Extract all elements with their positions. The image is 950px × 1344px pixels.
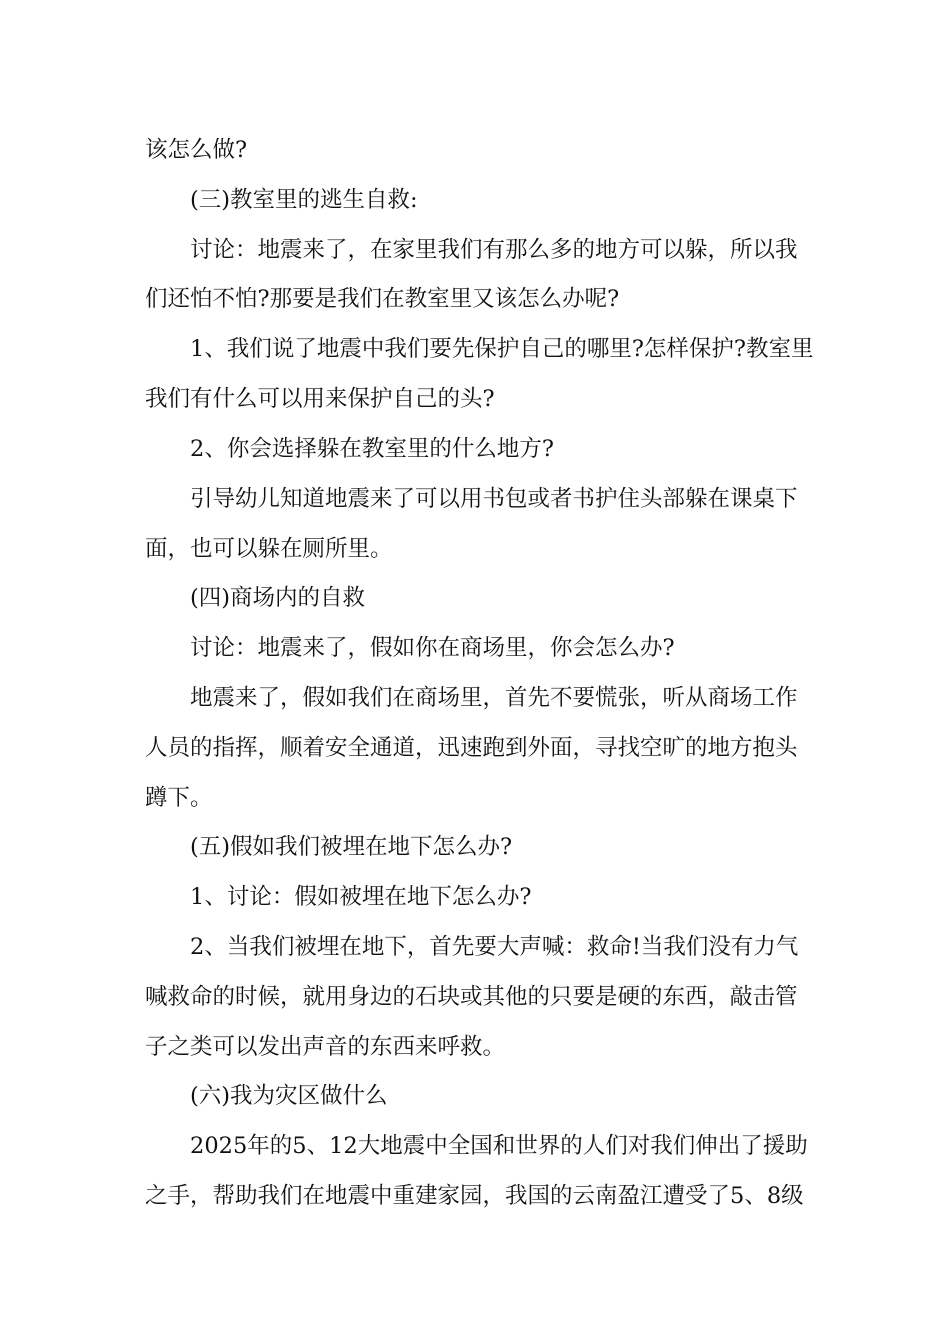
section-heading: (六)我为灾区做什么: [190, 1083, 388, 1109]
text-line: 面，也可以躲在厕所里。: [145, 536, 393, 562]
text-line: 我们有什么可以用来保护自己的头?: [145, 386, 495, 412]
text-line: 2025年的5、12大地震中全国和世界的人们对我们伸出了援助: [190, 1133, 808, 1159]
text-line: 1、讨论：假如被埋在地下怎么办?: [190, 884, 532, 910]
section-heading: (三)教室里的逃生自救:: [190, 187, 418, 213]
text-line: 1、我们说了地震中我们要先保护自己的哪里?怎样保护?教室里: [190, 336, 814, 362]
section-heading: (四)商场内的自救: [190, 585, 366, 611]
text-line: 讨论：地震来了，假如你在商场里，你会怎么办?: [190, 635, 675, 661]
text-line: 讨论：地震来了，在家里我们有那么多的地方可以躲，所以我: [190, 237, 798, 263]
text-line: 们还怕不怕?那要是我们在教室里又该怎么办呢?: [145, 286, 620, 312]
text-line: 人员的指挥，顺着安全通道，迅速跑到外面，寻找空旷的地方抱头: [145, 735, 798, 761]
text-line: 子之类可以发出声音的东西来呼救。: [145, 1034, 506, 1060]
text-line: 2、你会选择躲在教室里的什么地方?: [190, 436, 554, 462]
text-line: 之手，帮助我们在地震中重建家园，我国的云南盈江遭受了5、8级: [145, 1183, 804, 1209]
text-line: 喊救命的时候，就用身边的石块或其他的只要是硬的东西，敲击管: [145, 984, 798, 1010]
text-line: 引导幼儿知道地震来了可以用书包或者书护住头部躲在课桌下: [190, 486, 798, 512]
section-heading: (五)假如我们被埋在地下怎么办?: [190, 834, 513, 860]
text-line: 蹲下。: [145, 785, 213, 811]
text-line: 2、当我们被埋在地下，首先要大声喊：救命!当我们没有力气: [190, 934, 799, 960]
text-line: 地震来了，假如我们在商场里，首先不要慌张，听从商场工作: [190, 685, 798, 711]
text-line: 该怎么做?: [145, 137, 248, 163]
